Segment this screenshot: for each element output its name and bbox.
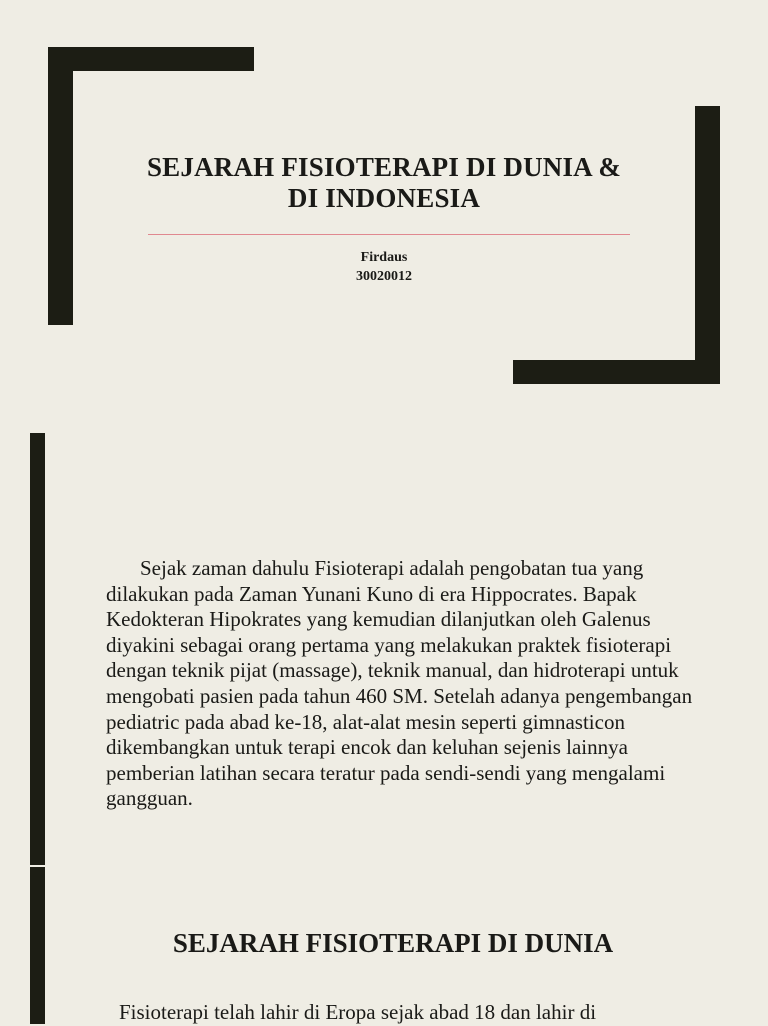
section-paragraph: Fisioterapi telah lahir di Eropa sejak abad 18 dan lahir di — [119, 1000, 597, 1024]
slide3-left-accent-bar — [30, 867, 45, 1024]
slide-title — [120, 152, 648, 214]
author-block — [284, 248, 484, 286]
history-paragraph — [106, 556, 696, 812]
title-divider — [148, 234, 630, 235]
section-heading: SEJARAH FISIOTERAPI DI DUNIA — [172, 928, 614, 958]
author-name: Firdaus — [360, 250, 408, 265]
frame-bar-bottom-right-vertical — [695, 106, 720, 384]
frame-bar-bottom-right-horizontal — [513, 360, 720, 384]
history-paragraph-text: Sejak zaman dahulu Fisioterapi adalah pengobatan tua yang dilakukan pada Zaman Yunani Kuno di era Hippocrates. Bapak Kedokteran Hipokrates yang kemudian dilanjutkan oleh Galenus diyakini sebagai orang pertama yang melakukan praktek fisioterapi dengan teknik pijat (massage), teknik manual, dan hidroterapi untuk mengobati pasien pada tahun 460 SM. Setelah adanya pengembangan pediatric pada abad ke-18, alat-alat mesin seperti gimnasticon dikembangkan untuk terapi encok dan keluhan sejenis lainnya pemberian latihan secara teratur pada sendi-sendi yang mengalami gangguan. — [106, 556, 693, 811]
slide-title-line-2: DI INDONESIA — [287, 183, 481, 213]
frame-bar-top-left-vertical — [48, 47, 73, 325]
frame-bar-top-left-horizontal — [48, 47, 254, 71]
slide2-left-accent-bar — [30, 433, 45, 865]
slide-title-line-1: SEJARAH FISIOTERAPI DI DUNIA & — [146, 152, 622, 182]
author-id: 30020012 — [356, 269, 412, 284]
